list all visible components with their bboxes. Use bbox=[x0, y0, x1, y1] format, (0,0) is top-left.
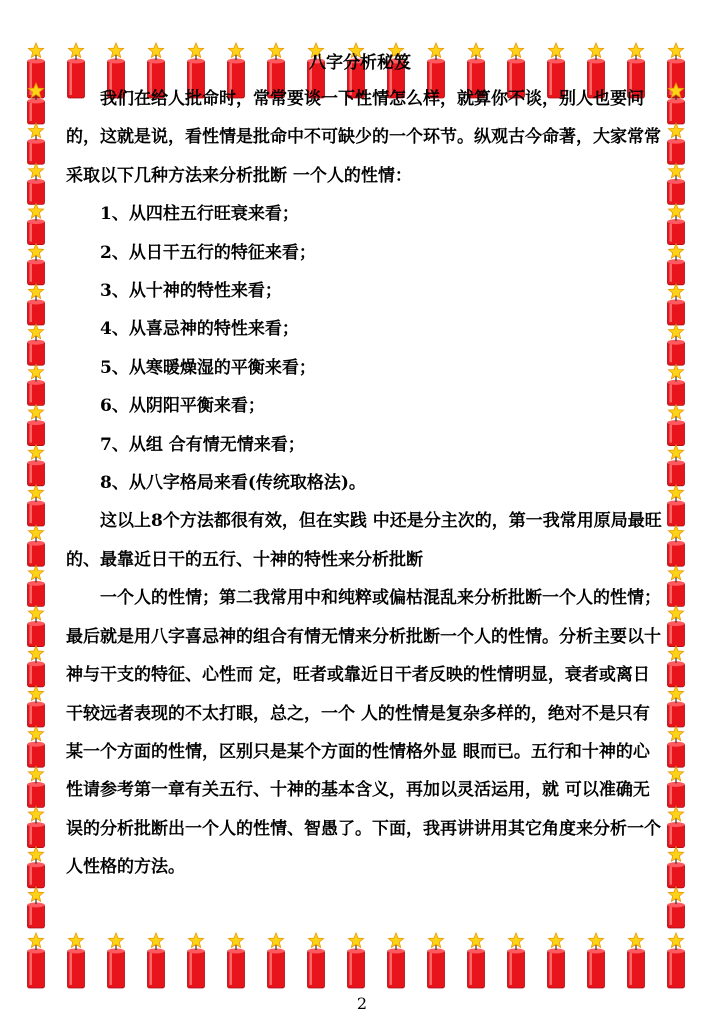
list-item: 1、从四柱五行旺衰来看； bbox=[100, 204, 299, 225]
candle-icon bbox=[28, 324, 45, 365]
candle-icon bbox=[668, 565, 685, 606]
candle-icon bbox=[468, 933, 485, 988]
candle-icon bbox=[668, 887, 685, 928]
candle-icon bbox=[628, 933, 645, 988]
candle-icon bbox=[668, 204, 685, 245]
candle-icon bbox=[668, 123, 685, 164]
list-item: 2、从日干五行的特征来看； bbox=[100, 242, 316, 263]
candle-icon bbox=[508, 933, 525, 988]
candle-icon bbox=[668, 807, 685, 848]
candle-icon bbox=[28, 807, 45, 848]
candle-icon bbox=[28, 405, 45, 446]
candle-icon bbox=[28, 606, 45, 647]
candle-icon bbox=[28, 726, 45, 767]
candle-icon bbox=[28, 565, 45, 606]
candle-icon bbox=[668, 686, 685, 727]
candle-icon bbox=[28, 686, 45, 727]
page-number: 2 bbox=[356, 994, 368, 1013]
list-item: 6、从阴阳平衡来看； bbox=[100, 396, 265, 417]
list-item: 7、从组 合有情无情来看； bbox=[100, 434, 305, 455]
candle-icon bbox=[28, 887, 45, 928]
candle-icon bbox=[28, 525, 45, 566]
candle-icon bbox=[668, 525, 685, 566]
candle-icon bbox=[668, 364, 685, 405]
candle-icon bbox=[28, 364, 45, 405]
list-item: 5、从寒暖燥湿的平衡来看； bbox=[100, 357, 316, 378]
candle-icon bbox=[428, 933, 445, 988]
candle-icon bbox=[28, 244, 45, 285]
body-text bbox=[66, 80, 662, 887]
candle-icon bbox=[668, 83, 685, 124]
candle-icon bbox=[108, 933, 125, 988]
paragraph: 这以上8个方法都很有效，但在实践 中还是分主次的，第一我常用原局最旺的、最靠近日干的五行、十神的特性来分析批断 bbox=[66, 511, 662, 570]
candle-icon bbox=[348, 933, 365, 988]
list-item: 8、从八字格局来看(传统取格法)。 bbox=[100, 473, 366, 494]
candle-icon bbox=[668, 284, 685, 325]
candle-icon bbox=[28, 445, 45, 486]
list-item: 4、从喜忌神的特性来看； bbox=[100, 319, 299, 340]
page-title: 八字分析秘笈 bbox=[309, 53, 411, 73]
candle-icon bbox=[28, 284, 45, 325]
candle-icon bbox=[68, 933, 85, 988]
candle-icon bbox=[548, 933, 565, 988]
candle-icon bbox=[28, 204, 45, 245]
candle-icon bbox=[388, 933, 405, 988]
candle-icon bbox=[668, 766, 685, 807]
candle-icon bbox=[668, 933, 685, 988]
candle-icon bbox=[668, 445, 685, 486]
candle-icon bbox=[668, 726, 685, 767]
paragraph: 一个人的性情；第二我常用中和纯粹或偏枯混乱来分析批断一个人的性情；最后就是用八字喜忌神的组合有情无情来分析批断一个人的性情。分析主要以十神与干支的特征、心性而 定，旺者或靠近日干者反映的性情明显，衰者或离日干较远者表现的不太打眼，总之，一个 人的性情是复杂多样的，绝对不是只有某一个方面的性情，区别只是某个方面的性情格外显 眼而已。五行和十神的心性请参考第一章有关五行、十神的基本含义，再加以灵活运用，就 可以准确无误的分析批断出一个人的性情、智愚了。下面，我再讲讲用其它角度来分析一个人性格的方法。 bbox=[66, 588, 661, 878]
candle-icon bbox=[28, 163, 45, 204]
candle-icon bbox=[28, 646, 45, 687]
list-item: 3、从十神的特性来看； bbox=[100, 281, 282, 302]
candle-icon bbox=[668, 244, 685, 285]
candle-icon bbox=[668, 163, 685, 204]
candle-icon bbox=[28, 123, 45, 164]
candle-icon bbox=[668, 324, 685, 365]
candle-icon bbox=[268, 933, 285, 988]
paragraph: 我们在给人批命时，常常要谈一下性情怎么样，就算你不谈，别人也要问的，这就是说，看性情是批命中不可缺少的一个环节。纵观古今命著，大家常常采取以下几种方法来分析批断 一个人的性情： bbox=[66, 89, 661, 186]
candle-icon bbox=[28, 485, 45, 526]
candle-icon bbox=[668, 485, 685, 526]
candle-icon bbox=[668, 646, 685, 687]
candle-icon bbox=[668, 405, 685, 446]
candle-icon bbox=[28, 847, 45, 888]
candle-icon bbox=[28, 766, 45, 807]
candle-icon bbox=[588, 933, 605, 988]
candle-icon bbox=[28, 83, 45, 124]
candle-icon bbox=[28, 933, 45, 988]
candle-icon bbox=[668, 847, 685, 888]
candle-icon bbox=[308, 933, 325, 988]
candle-icon bbox=[188, 933, 205, 988]
candle-icon bbox=[148, 933, 165, 988]
candle-icon bbox=[668, 606, 685, 647]
candle-icon bbox=[228, 933, 245, 988]
